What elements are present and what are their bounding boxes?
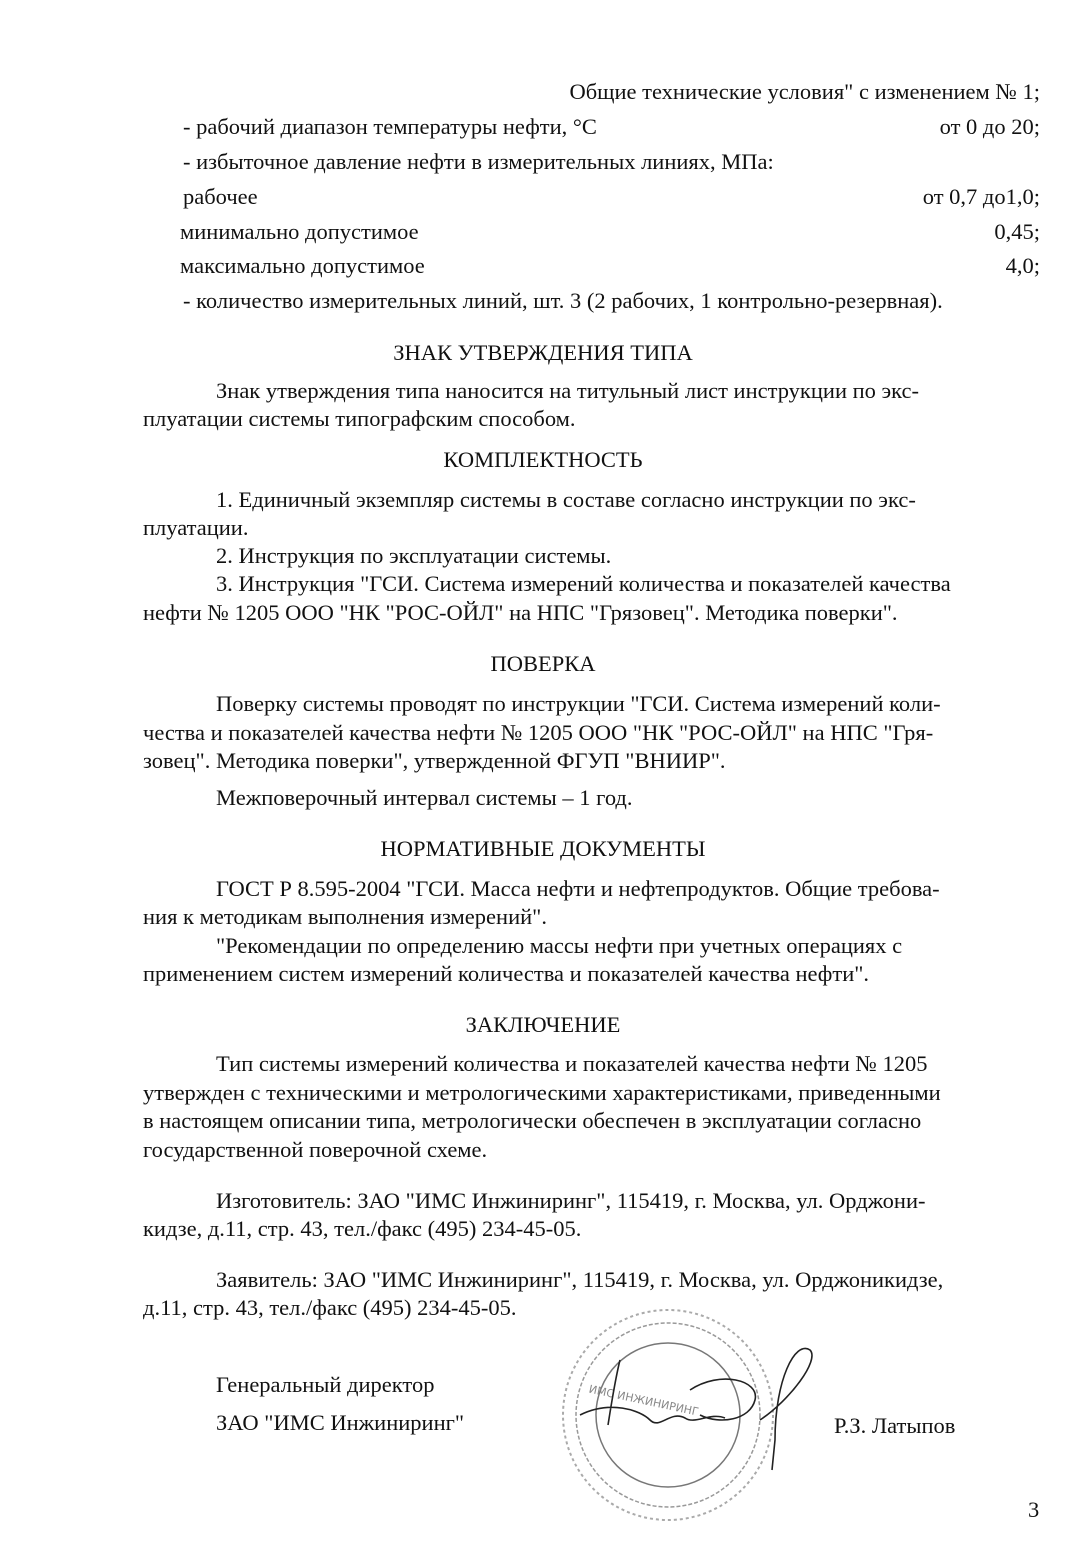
paragraph-line: Тип системы измерений количества и показателей качества нефти № 1205 [216,1051,928,1076]
paragraph-line: Поверку системы проводят по инструкции "ГСИ. Система измерений коли- [216,691,941,716]
section-title-completeness: КОМПЛЕКТНОСТЬ [443,447,643,472]
manufacturer-line: Изготовитель: ЗАО "ИМС Инжиниринг", 115419, г. Москва, ул. Орджони- [216,1188,926,1213]
paragraph-line: плуатации системы типографским способом. [143,406,576,431]
spec-row-label: - рабочий диапазон температуры нефти, °С [183,114,597,139]
manufacturer-line: кидзе, д.11, стр. 43, тел./факс (495) 234-45-05. [143,1216,582,1241]
paragraph-line: в настоящем описании типа, метрологически обеспечен в эксплуатации согласно [143,1108,922,1133]
paragraph-line: государственной поверочной схеме. [143,1137,488,1162]
spec-row-label: - избыточное давление нефти в измерительных линиях, МПа: [183,149,774,174]
paragraph-line: "Рекомендации по определению массы нефти при учетных операциях с [216,933,903,958]
paragraph-line: утвержден с техническими и метрологическими характеристиками, приведенными [143,1080,941,1105]
paragraph-line: нефти № 1205 ООО "НК "РОС-ОЙЛ" на НПС "Грязовец". Методика поверки". [143,600,898,625]
section-title-normative: НОРМАТИВНЫЕ ДОКУМЕНТЫ [380,836,706,861]
paragraph-line: ния к методикам выполнения измерений". [143,904,547,929]
paragraph-line: Межповерочный интервал системы – 1 год. [216,785,633,810]
spec-row-label: максимально допустимое [180,253,425,278]
section-title-approval-mark: ЗНАК УТВЕРЖДЕНИЯ ТИПА [393,340,693,365]
applicant-line: Заявитель: ЗАО "ИМС Инжиниринг", 115419, г. Москва, ул. Орджоникидзе, [216,1267,944,1292]
spec-continuation: Общие технические условия" с изменением № 1; [569,79,1040,104]
section-title-conclusion: ЗАКЛЮЧЕНИЕ [465,1012,621,1037]
page-number: 3 [1028,1497,1040,1522]
paragraph-line: 2. Инструкция по эксплуатации системы. [216,543,612,568]
spec-row-label: - количество измерительных линий, шт. 3 (2 рабочих, 1 контрольно-резервная). [183,288,943,313]
paragraph-line: 3. Инструкция "ГСИ. Система измерений количества и показателей качества [216,571,951,596]
paragraph-line: зовец". Методика поверки", утвержденной ФГУП "ВНИИР". [143,748,726,773]
signatory-position: Генеральный директор [216,1372,435,1397]
paragraph-line: плуатации. [143,515,249,540]
svg-text:ИМС ИНЖИНИРИНГ: ИМС ИНЖИНИРИНГ [587,1382,700,1419]
spec-row-value: от 0 до 20; [939,114,1040,139]
paragraph-line: 1. Единичный экземпляр системы в составе согласно инструкции по экс- [216,487,916,512]
spec-row-value: 4,0; [1005,253,1040,278]
signature-icon [560,1340,840,1480]
section-title-verification: ПОВЕРКА [490,651,596,676]
paragraph-line: применением систем измерений количества и показателей качества нефти". [143,961,870,986]
paragraph-line: ГОСТ Р 8.595-2004 "ГСИ. Масса нефти и нефтепродуктов. Общие требова- [216,876,940,901]
spec-row-label: минимально допустимое [180,219,419,244]
signatory-name: Р.З. Латыпов [834,1413,956,1438]
applicant-line: д.11, стр. 43, тел./факс (495) 234-45-05. [143,1295,517,1320]
spec-row-value: 0,45; [994,219,1040,244]
paragraph-line: чества и показателей качества нефти № 1205 ООО "НК "РОС-ОЙЛ" на НПС "Гря- [143,720,934,745]
signatory-company: ЗАО "ИМС Инжиниринг" [216,1410,465,1435]
paragraph-line: Знак утверждения типа наносится на титульный лист инструкции по экс- [216,378,920,403]
spec-row-label: рабочее [183,184,258,209]
spec-row-value: от 0,7 до1,0; [922,184,1040,209]
